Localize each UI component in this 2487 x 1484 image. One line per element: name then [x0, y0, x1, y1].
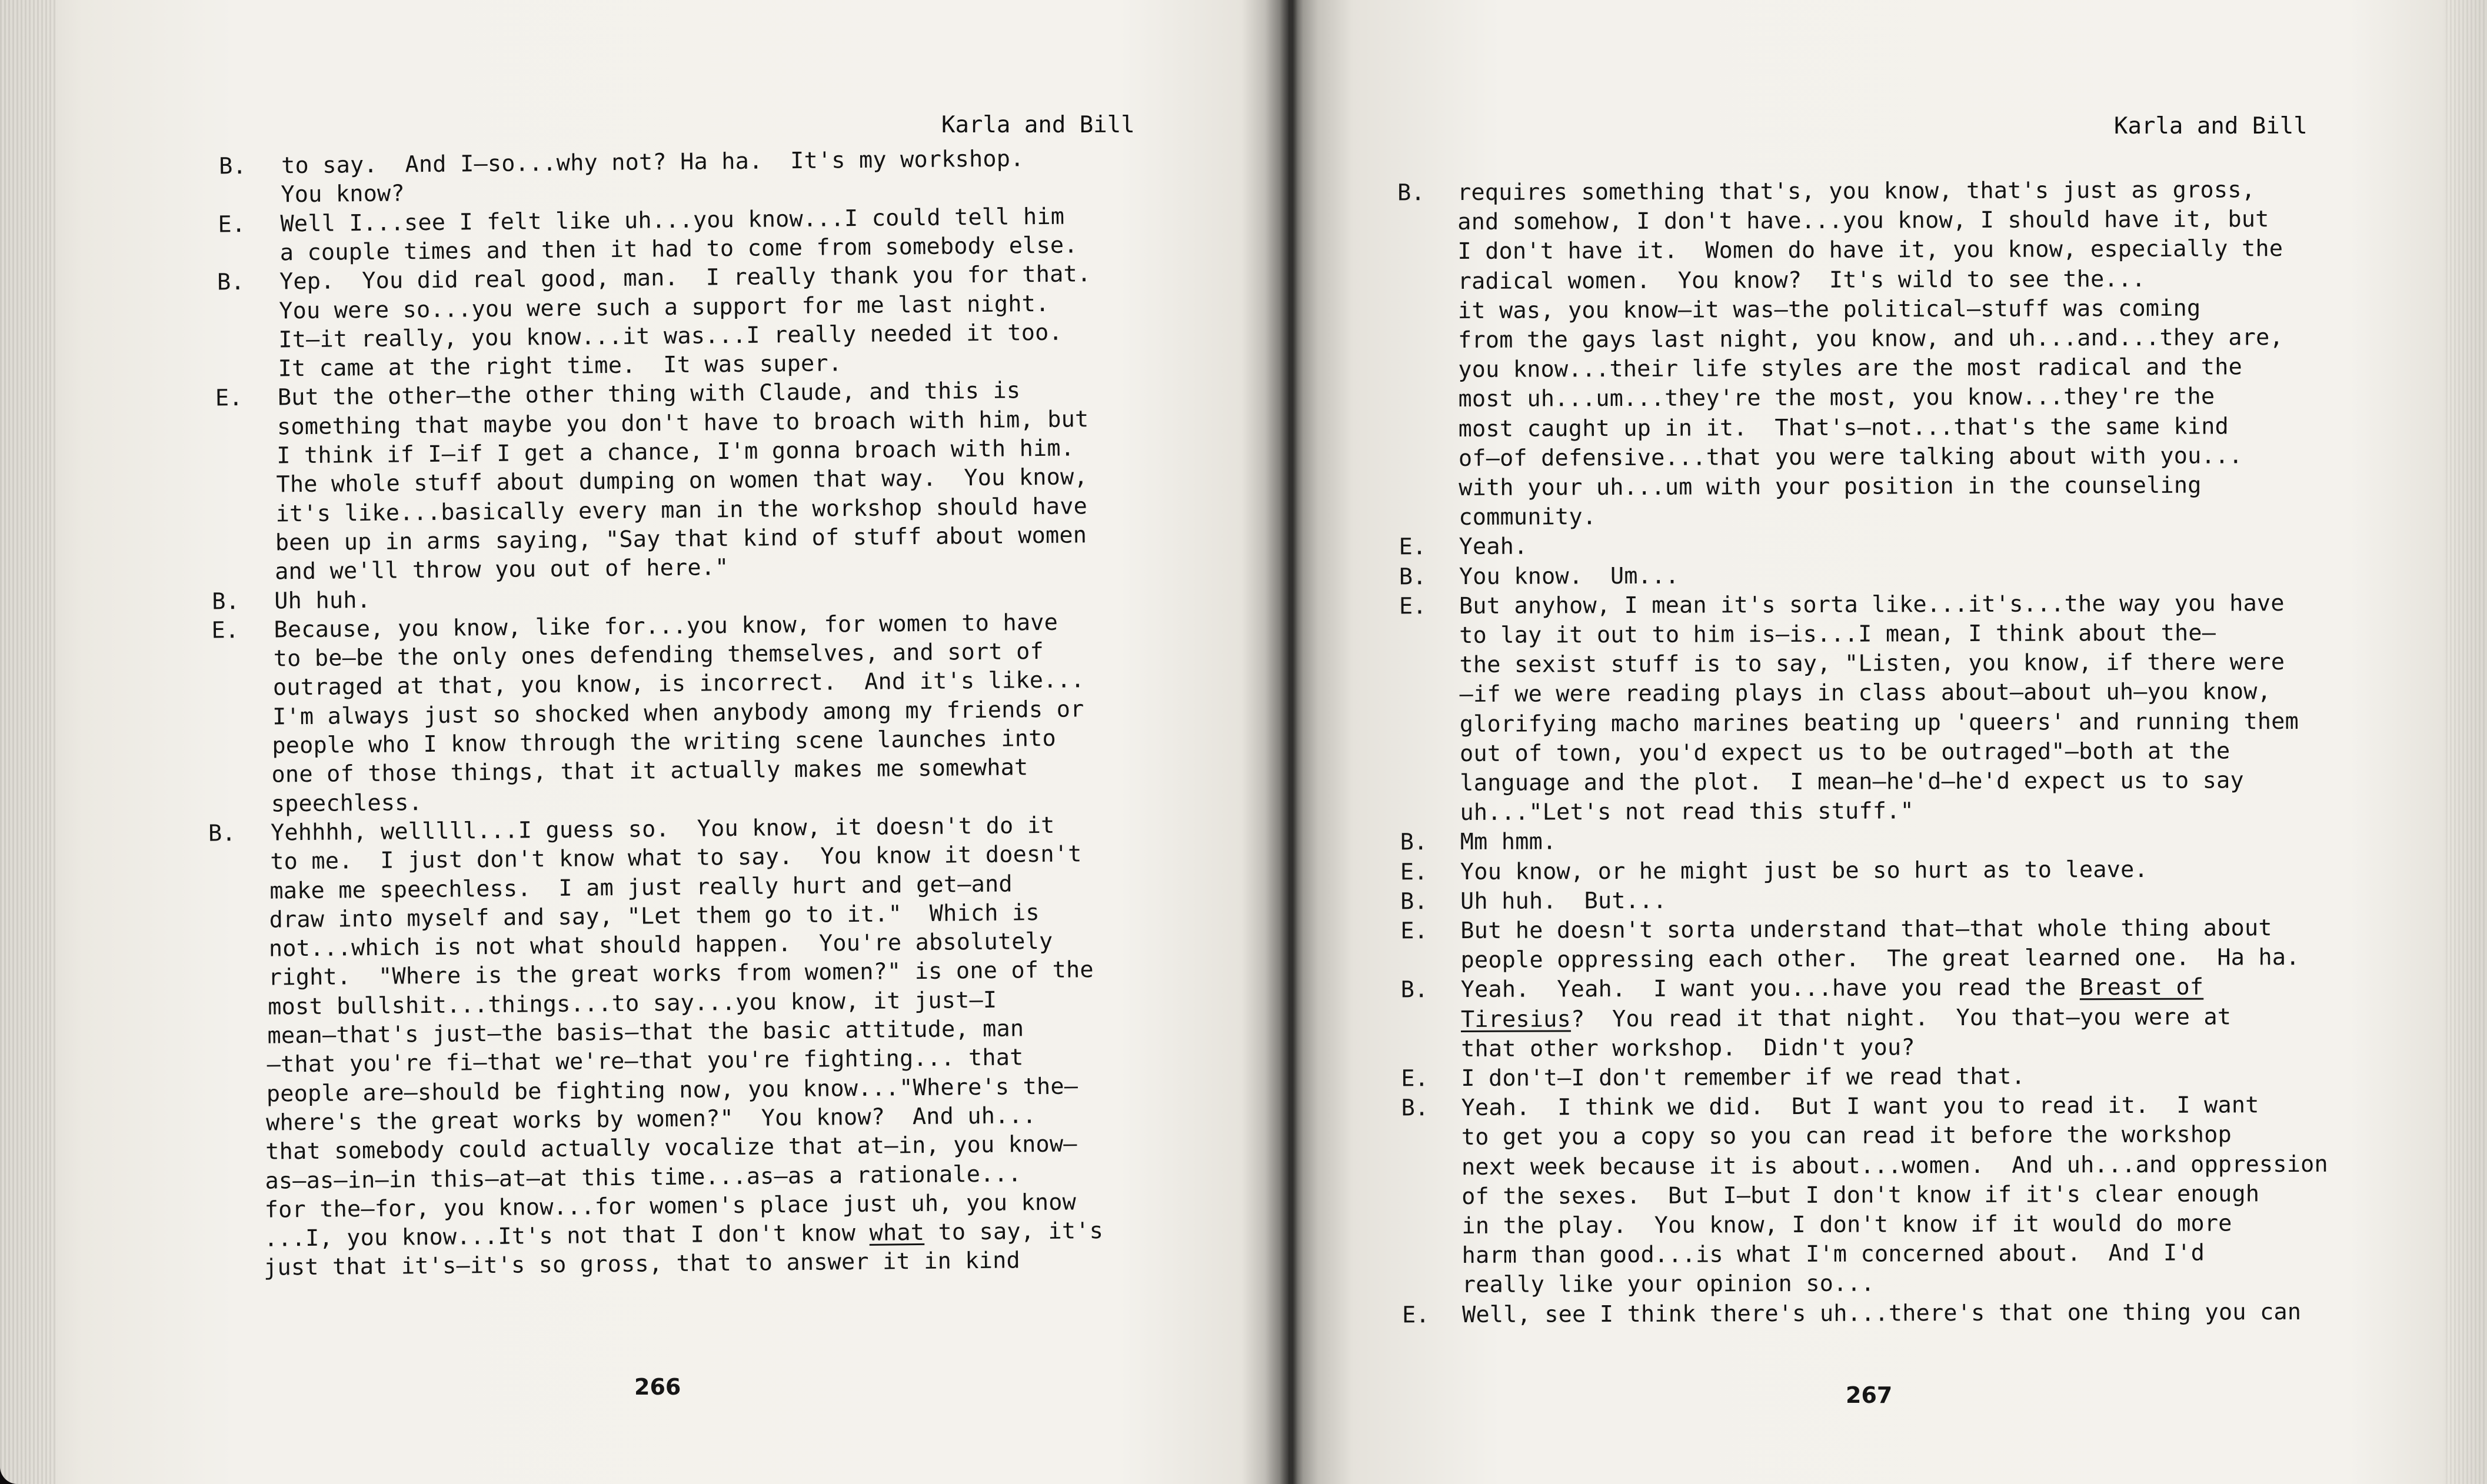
dialogue-text: outraged at that, you know, is incorrect. And it's like... [272, 666, 1085, 701]
dialogue-text: with your uh...um with your position in the counseling [1459, 472, 2202, 501]
speaker-label: E. [1400, 918, 1429, 945]
dialogue-text: from the gays last night, you know, and uh...and...they are, [1458, 324, 2283, 354]
dialogue-text: uh..."Let's not read this stuff." [1460, 798, 1915, 826]
dialogue-text: really like your opinion so... [1461, 1270, 1875, 1299]
dialogue-text: ...I, you know...It's not that I don't know what to say, it's [264, 1218, 1104, 1252]
dialogue-text: mean—that's just—the basis—that the basic attitude, man [267, 1015, 1024, 1049]
dialogue-text: radical women. You know? It's wild to see the... [1457, 265, 2146, 295]
dialogue-text: right. "Where is the great works from women?" is one of the [268, 956, 1094, 992]
dialogue-text: that other workshop. Didn't you? [1461, 1034, 1915, 1062]
speaker-label: E. [1399, 533, 1427, 561]
book-gutter [1265, 0, 1318, 1484]
dialogue-text: to get you a copy so you can read it before the workshop [1461, 1121, 2232, 1151]
dialogue-text: Tiresius? You read it that night. You that—you were at [1460, 1003, 2232, 1033]
dialogue-text: requires something that's, you know, that's just as gross, [1457, 176, 2256, 206]
dialogue-text: people are—should be fighting now, you know..."Where's the— [266, 1073, 1078, 1108]
page-number: 267 [1846, 1382, 1893, 1408]
dialogue-text: as—as—in—in this—at—at this time...as—as a rationale... [265, 1160, 1022, 1195]
dialogue-text: to say. And I—so...why not? Ha ha. It's my workshop. [281, 145, 1024, 179]
dialogue-text: But the other—the other thing with Claude, and this is [277, 377, 1021, 411]
speaker-label: B. [1400, 976, 1429, 1003]
dialogue-text: where's the great works by women?" You know? And uh... [265, 1102, 1037, 1136]
page-number: 266 [634, 1374, 681, 1400]
dialogue-text: The whole stuff about dumping on women that way. You know, [276, 463, 1088, 498]
speaker-label: E. [1401, 1065, 1429, 1092]
dialogue-text: —if we were reading plays in class about—about uh—you know, [1459, 678, 2272, 708]
dialogue-text: most uh...um...they're the most, you know...they're the [1458, 383, 2215, 413]
speaker-label: B. [212, 588, 240, 615]
dialogue-text: just that it's—it's so gross, that to answer it in kind [263, 1247, 1021, 1282]
dialogue-text: of the sexes. But I—but I don't know if it's clear enough [1461, 1180, 2260, 1210]
speaker-label: B. [1397, 179, 1425, 206]
speaker-label: E. [215, 385, 243, 412]
speaker-label: E. [211, 616, 239, 644]
underlined-title: what [869, 1219, 925, 1246]
dialogue-text: not...which is not what should happen. You're absolutely [268, 928, 1053, 962]
dialogue-text: Yeah. Yeah. I want you...have you read the Breast of [1460, 973, 2204, 1003]
dialogue-text: But he doesn't sorta understand that—that whole thing about [1460, 915, 2272, 944]
dialogue-text: a couple times and then it had to come from somebody else. [279, 232, 1078, 266]
dialogue-text: Yeah. I think we did. But I want you to read it. I want [1461, 1092, 2259, 1122]
dialogue-text: I don't have it. Women do have it, you know, especially the [1457, 235, 2283, 265]
speaker-label: B. [208, 820, 236, 847]
dialogue-text: out of town, you'd expect us to be outraged"—both at the [1459, 738, 2230, 767]
dialogue-text: the sexist stuff is to say, "Listen, you know, if there were [1459, 649, 2285, 679]
dialogue-text: next week because it is about...women. And uh...and oppression [1461, 1150, 2328, 1180]
page-edges [0, 0, 56, 1484]
speaker-label: B. [1400, 829, 1428, 856]
dialogue-text: You know, or he might just be so hurt as to leave. [1460, 856, 2148, 885]
dialogue-text: people oppressing each other. The great learned one. Ha ha. [1460, 944, 2300, 974]
dialogue-text: Yehhhh, welllll...I guess so. You know, it doesn't do it [270, 812, 1055, 846]
speaker-label: B. [217, 269, 245, 296]
dialogue-text: draw into myself and say, "Let them go to it." Which is [269, 899, 1040, 933]
dialogue-text: speechless. [271, 789, 423, 818]
dialogue-text: to me. I just don't know what to say. You know it doesn't [269, 841, 1082, 875]
dialogue-text: harm than good...is what I'm concerned about. And I'd [1461, 1239, 2205, 1269]
dialogue-text: been up in arms saying, "Say that kind of stuff about women [275, 522, 1087, 556]
dialogue-text: people who I know through the writing scene launches into [272, 725, 1057, 759]
dialogue-text: most caught up in it. That's—not...that's the same kind [1458, 413, 2229, 442]
dialogue-text: Uh huh. [274, 586, 371, 615]
running-head: Karla and Bill [2114, 113, 2308, 139]
dialogue-text: and we'll throw you out of here." [274, 554, 729, 585]
dialogue-text: I don't—I don't remember if we read that. [1461, 1063, 2025, 1092]
dialogue-text: you know...their life styles are the most radical and the [1458, 354, 2242, 383]
dialogue-text: Yeah. [1459, 533, 1528, 561]
dialogue-text: You were so...you were such a support for me last night. [278, 290, 1050, 324]
right-page [1289, 0, 2487, 1484]
speaker-label: E. [1401, 1301, 1430, 1328]
dialogue-text: for the—for, you know...for women's place just uh, you know [264, 1189, 1077, 1223]
dialogue-text: I'm always just so shocked when anybody among my friends or [272, 696, 1084, 731]
dialogue-text: it was, you know—it was—the political—stuff was coming [1457, 295, 2201, 324]
dialogue-text: Well, see I think there's uh...there's that one thing you can [1461, 1298, 2302, 1328]
running-head: Karla and Bill [941, 112, 1135, 138]
dialogue-text: Uh huh. But... [1460, 887, 1667, 915]
dialogue-text: make me speechless. I am just really hurt and get—and [269, 870, 1013, 905]
page-edges [2446, 0, 2487, 1484]
speaker-label: B. [1401, 1095, 1429, 1122]
underlined-title: Breast of [2079, 973, 2204, 1001]
dialogue-text: most bullshit...things...to say...you know, it just—I [268, 986, 997, 1021]
dialogue-text: It came at the right time. It was super. [278, 350, 843, 382]
dialogue-text: Because, you know, like for...you know, for women to have [274, 609, 1058, 643]
dialogue-text: it's like...basically every man in the workshop should have [275, 492, 1088, 528]
dialogue-text: one of those things, that it actually makes me somewhat [271, 754, 1028, 788]
dialogue-text: glorifying macho marines beating up 'queers' and running them [1459, 708, 2299, 738]
dialogue-text: You know. Um... [1459, 562, 1679, 590]
dialogue-text: —that you're fi—that we're—that you're fighting... that [267, 1044, 1024, 1078]
dialogue-text: in the play. You know, I don't know if it would do more [1461, 1210, 2232, 1239]
dialogue-text: of—of defensive...that you were talking about with you... [1458, 442, 2243, 472]
speaker-label: E. [218, 211, 246, 238]
dialogue-text: I think if I—if I get a chance, I'm gonna broach with him. [277, 435, 1075, 469]
speaker-label: E. [1399, 592, 1427, 620]
speaker-label: B. [1399, 563, 1427, 590]
speaker-label: B. [218, 152, 247, 180]
underlined-title: Tiresius [1460, 1005, 1572, 1033]
dialogue-text: Mm hmm. [1460, 828, 1557, 856]
dialogue-text: Well I...see I felt like uh...you know...I could tell him [280, 203, 1065, 238]
speaker-label: E. [1400, 858, 1428, 885]
dialogue-text: and somehow, I don't have...you know, I should have it, but [1457, 206, 2269, 236]
dialogue-text: something that maybe you don't have to broach with him, but [277, 405, 1089, 441]
dialogue-text: language and the plot. I mean—he'd—he'd expect us to say [1460, 767, 2244, 796]
dialogue-text: to be—be the only ones defending themselves, and sort of [273, 638, 1044, 672]
dialogue-text: Yep. You did real good, man. I really thank you for that. [279, 261, 1091, 295]
dialogue-text: that somebody could actually vocalize that at—in, you know— [265, 1130, 1077, 1165]
speaker-label: B. [1400, 888, 1428, 915]
dialogue-text: It—it really, you know...it was...I really needed it too. [278, 319, 1063, 354]
dialogue-text: But anyhow, I mean it's sorta like...it's...the way you have [1459, 589, 2285, 619]
dialogue-text: community. [1459, 503, 1597, 531]
dialogue-text: to lay it out to him is—is...I mean, I think about the— [1459, 619, 2216, 649]
dialogue-text: You know? [281, 180, 405, 208]
